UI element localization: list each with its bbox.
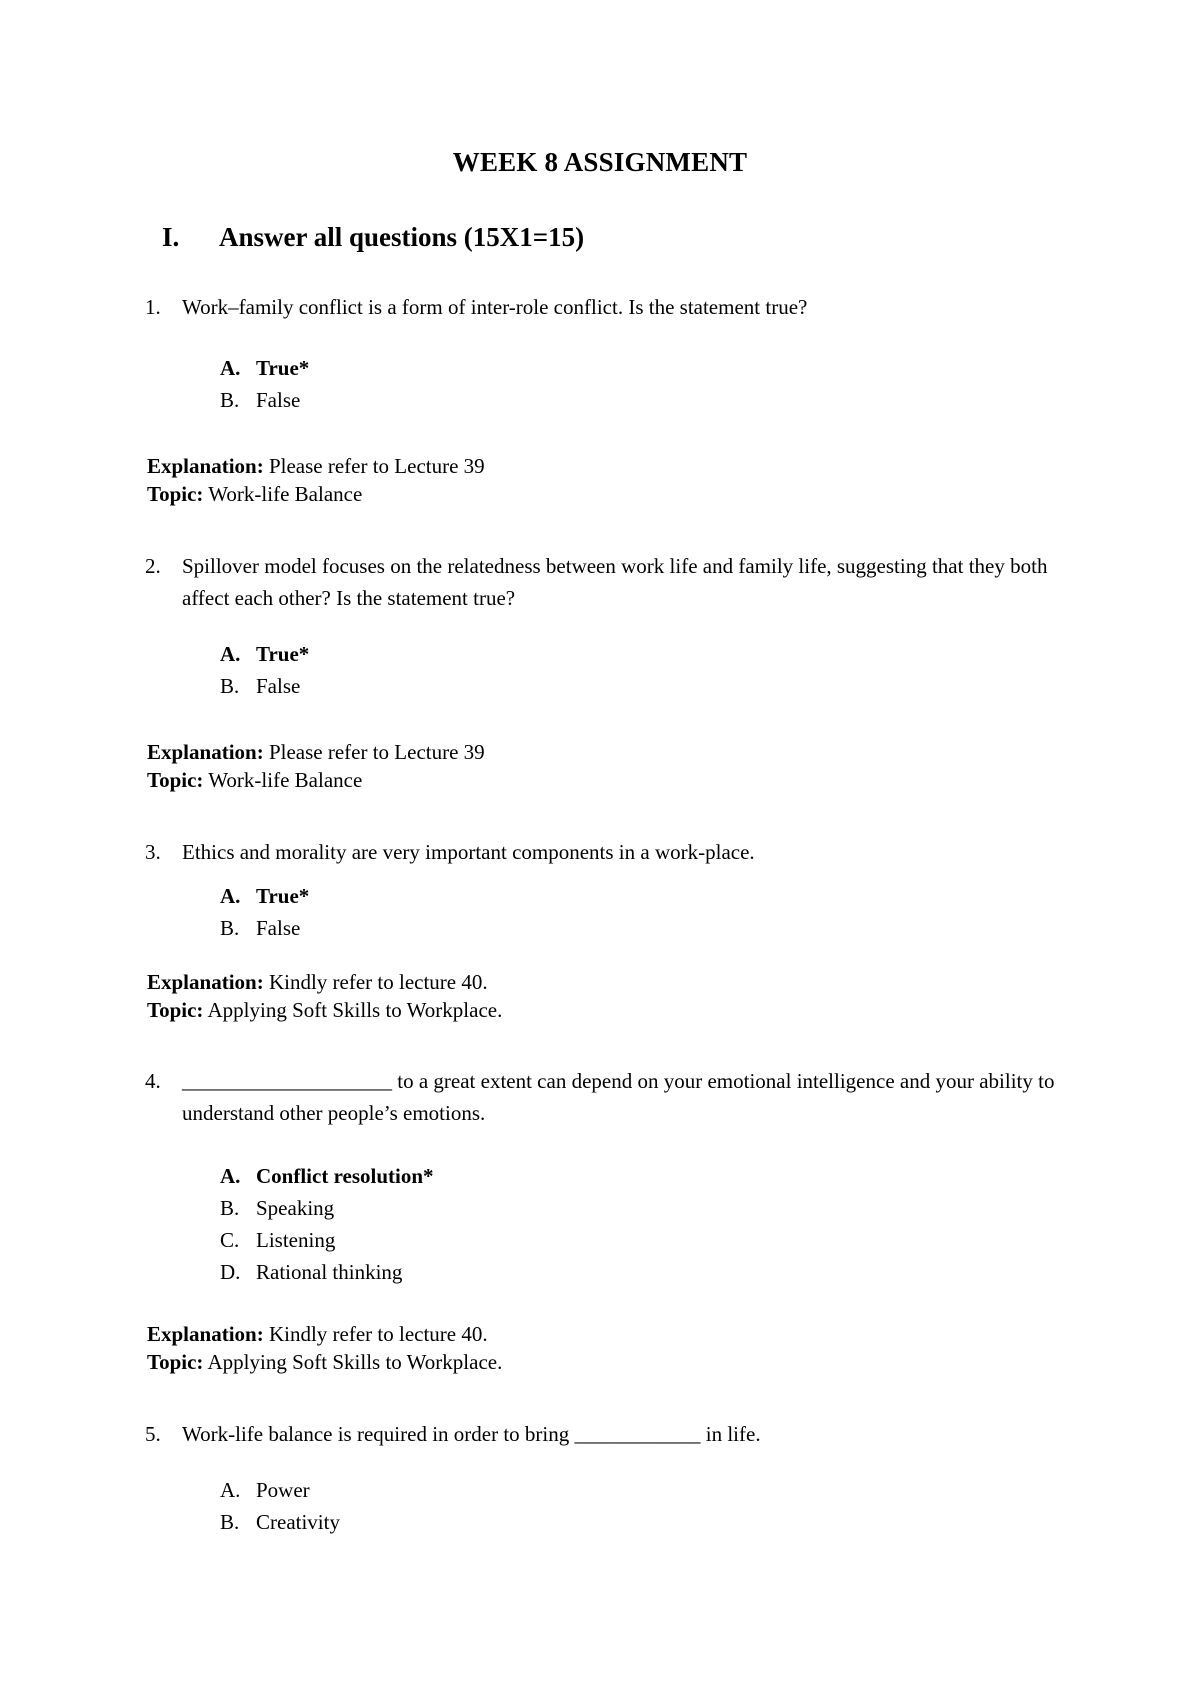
option-text: True*: [256, 642, 310, 666]
question-text: Work-life balance is required in order to bring ____________ in life.: [182, 1422, 761, 1446]
topic-label: Topic:: [147, 768, 204, 792]
option-text: Creativity: [256, 1510, 340, 1534]
option: [220, 912, 309, 944]
option-letter: A.: [220, 642, 241, 666]
section-roman-numeral: I.: [162, 222, 180, 252]
topic-line: [147, 766, 485, 794]
explanation-text: Please refer to Lecture 39: [268, 454, 485, 478]
option-text: False: [256, 916, 301, 940]
question-5-options: [220, 1474, 340, 1538]
question-number: 2.: [145, 554, 161, 578]
option: [220, 1256, 434, 1288]
option-letter: B.: [220, 1510, 240, 1534]
explanation-label: Explanation:: [147, 740, 264, 764]
option: [220, 1474, 340, 1506]
topic-text: Work-life Balance: [208, 768, 363, 792]
option-correct: [220, 638, 309, 670]
option-text: True*: [256, 884, 310, 908]
option: [220, 1224, 434, 1256]
option-text: False: [256, 674, 301, 698]
topic-text: Applying Soft Skills to Workplace.: [207, 1350, 503, 1374]
question-1-options: [220, 352, 309, 416]
question-text: Work–family conflict is a form of inter-role conflict. Is the statement true?: [182, 295, 808, 319]
question-3-meta: [147, 968, 502, 1024]
option-text: True*: [256, 356, 310, 380]
option-text: False: [256, 388, 301, 412]
option-correct: [220, 352, 309, 384]
option-letter: B.: [220, 674, 240, 698]
explanation-text: Kindly refer to lecture 40.: [268, 1322, 488, 1346]
option-letter: A.: [220, 356, 241, 380]
option-letter: A.: [220, 1164, 241, 1188]
question-4-meta: [147, 1320, 502, 1376]
explanation-label: Explanation:: [147, 454, 264, 478]
topic-line: [147, 480, 485, 508]
option-text: Speaking: [256, 1196, 335, 1220]
option-letter: B.: [220, 916, 240, 940]
topic-text: Applying Soft Skills to Workplace.: [207, 998, 503, 1022]
question-1-meta: [147, 452, 485, 508]
option-correct: [220, 880, 309, 912]
option: [220, 384, 309, 416]
option-letter: B.: [220, 1196, 240, 1220]
option-text: Power: [256, 1478, 310, 1502]
section-heading: [162, 222, 584, 253]
question-2: [145, 550, 1065, 614]
option-text: Rational thinking: [256, 1260, 403, 1284]
explanation-text: Please refer to Lecture 39: [268, 740, 485, 764]
question-1: [145, 291, 1065, 323]
explanation-label: Explanation:: [147, 1322, 264, 1346]
question-number: 1.: [145, 295, 161, 319]
topic-text: Work-life Balance: [208, 482, 363, 506]
option-letter: C.: [220, 1228, 240, 1252]
section-heading-text: Answer all questions (15X1=15): [219, 222, 585, 252]
option-letter: A.: [220, 884, 241, 908]
explanation-text: Kindly refer to lecture 40.: [268, 970, 488, 994]
option-letter: B.: [220, 388, 240, 412]
explanation-line: [147, 452, 485, 480]
option-correct: [220, 1160, 434, 1192]
question-number: 4.: [145, 1069, 161, 1093]
page-title: WEEK 8 ASSIGNMENT: [452, 147, 748, 177]
question-4-options: [220, 1160, 434, 1288]
explanation-line: [147, 968, 502, 996]
option: [220, 1192, 434, 1224]
option-text: Listening: [256, 1228, 336, 1252]
question-number: 3.: [145, 840, 161, 864]
option-letter: A.: [220, 1478, 241, 1502]
question-number: 5.: [145, 1422, 161, 1446]
question-text: Spillover model focuses on the relatedness between work life and family life, suggesting that they both affect each other? Is the statement true?: [182, 554, 1048, 610]
question-2-options: [220, 638, 309, 702]
topic-label: Topic:: [147, 482, 204, 506]
question-4: [145, 1065, 1065, 1129]
explanation-line: [147, 738, 485, 766]
topic-line: [147, 1348, 502, 1376]
question-text: ____________________ to a great extent can depend on your emotional intelligence and your ability to understand other people’s emotions.: [182, 1069, 1055, 1125]
question-text: Ethics and morality are very important components in a work-place.: [182, 840, 755, 864]
question-3: [145, 836, 1065, 868]
topic-line: [147, 996, 502, 1024]
option: [220, 1506, 340, 1538]
question-3-options: [220, 880, 309, 944]
option-letter: D.: [220, 1260, 241, 1284]
explanation-label: Explanation:: [147, 970, 264, 994]
option: [220, 670, 309, 702]
question-2-meta: [147, 738, 485, 794]
question-5: [145, 1418, 1065, 1450]
option-text: Conflict resolution*: [256, 1164, 434, 1188]
topic-label: Topic:: [147, 1350, 204, 1374]
explanation-line: [147, 1320, 502, 1348]
topic-label: Topic:: [147, 998, 204, 1022]
